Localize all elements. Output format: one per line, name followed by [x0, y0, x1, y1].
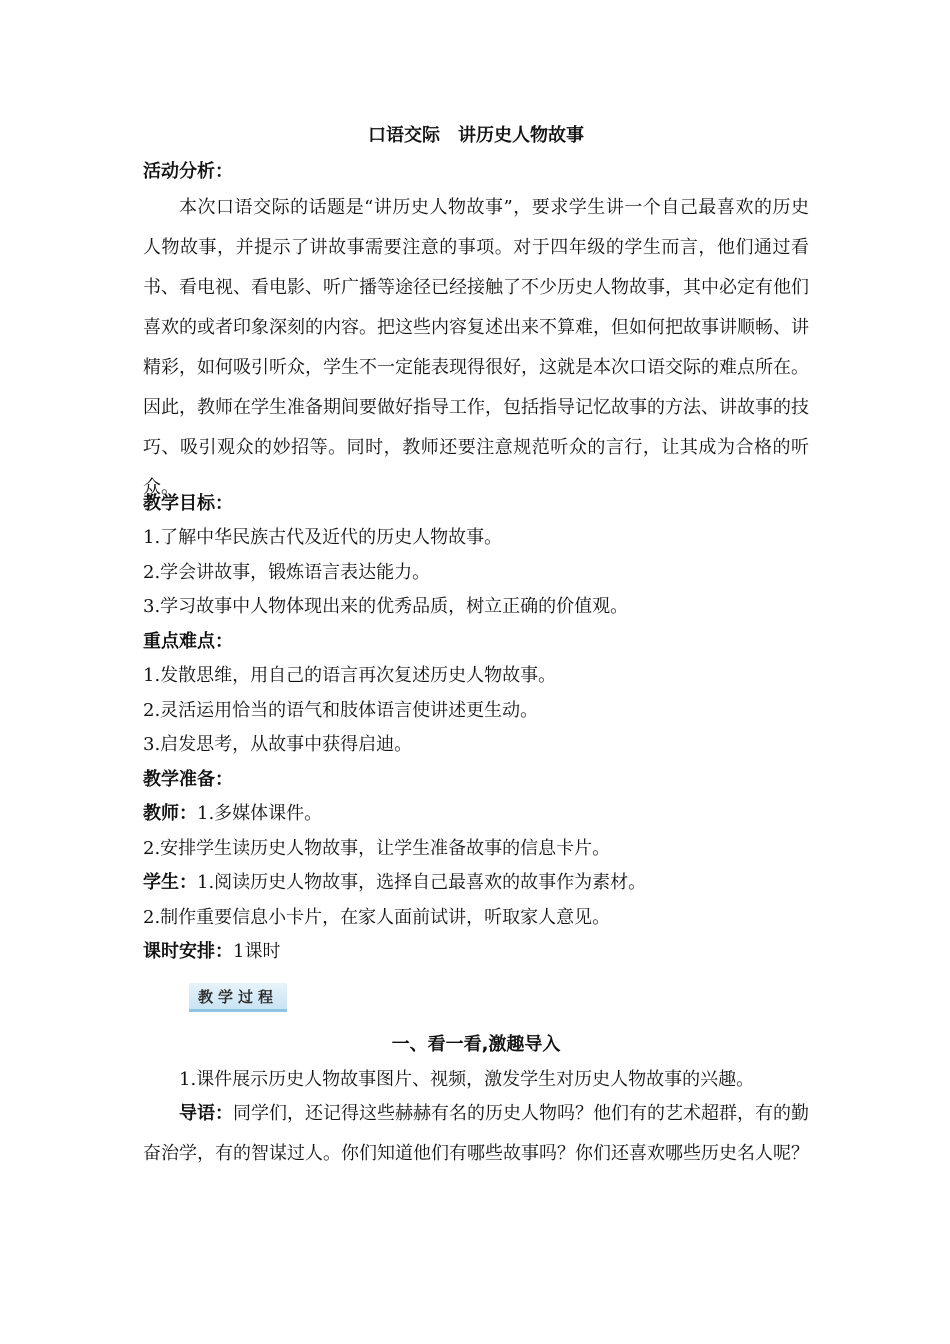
- section1-heading: 一、看一看,激趣导入: [391, 1034, 561, 1055]
- key-point-item: 3.启发思考，从故事中获得启迪。: [143, 734, 413, 755]
- section1-item: 1.课件展示历史人物故事图片、视频，激发学生对历史人物故事的兴趣。: [179, 1069, 755, 1090]
- guide-paragraph: [143, 1094, 809, 1174]
- process-badge: 教学过程: [189, 983, 287, 1012]
- key-points-heading: 重点难点：: [143, 631, 233, 652]
- student-item: 2.制作重要信息小卡片，在家人面前试讲，听取家人意见。: [143, 907, 611, 928]
- student-prep-line: [143, 871, 646, 895]
- teacher-item: 1.多媒体课件。: [197, 803, 323, 824]
- document-title: 口语交际 讲历史人物故事: [368, 125, 584, 146]
- student-label: 学生：: [143, 872, 197, 893]
- schedule-value: 1课时: [233, 941, 281, 962]
- preparation-heading: 教学准备：: [143, 769, 233, 790]
- goal-item: 1.了解中华民族古代及近代的历史人物故事。: [143, 527, 503, 548]
- teacher-item: 2.安排学生读历史人物故事，让学生准备故事的信息卡片。: [143, 838, 611, 859]
- guide-label: 导语：: [179, 1103, 233, 1124]
- analysis-heading: 活动分析：: [143, 161, 233, 182]
- schedule-label: 课时安排：: [143, 941, 233, 962]
- schedule-line: [143, 940, 280, 964]
- teacher-prep-line: [143, 802, 322, 826]
- key-point-item: 1.发散思维，用自己的语言再次复述历史人物故事。: [143, 665, 557, 686]
- student-item: 1.阅读历史人物故事，选择自己最喜欢的故事作为素材。: [197, 872, 647, 893]
- teacher-label: 教师：: [143, 803, 197, 824]
- goals-heading: 教学目标：: [143, 493, 233, 514]
- analysis-paragraph: 本次口语交际的话题是“讲历史人物故事”，要求学生讲一个自己最喜欢的历史人物故事，并提示了讲故事需要注意的事项。对于四年级的学生而言，他们通过看书、看电视、看电影、听广播等途径已经接触了不少历史人物故事，其中必定有他们喜欢的或者印象深刻的内容。把这些内容复述出来不算难，但如何把故事讲顺畅、讲精彩，如何吸引听众，学生不一定能表现得很好，这就是本次口语交际的难点所在。因此，教师在学生准备期间要做好指导工作，包括指导记忆故事的方法、讲故事的技巧、吸引观众的妙招等。同时，教师还要注意规范听众的言行，让其成为合格的听众。: [143, 197, 809, 498]
- guide-text: 同学们，还记得这些赫赫有名的历史人物吗？他们有的艺术超群，有的勤奋治学，有的智谋过人。你们知道他们有哪些故事吗？你们还喜欢哪些历史名人呢？: [143, 1103, 809, 1164]
- key-point-item: 2.灵活运用恰当的语气和肢体语言使讲述更生动。: [143, 700, 539, 721]
- goal-item: 2.学会讲故事，锻炼语言表达能力。: [143, 562, 431, 583]
- goal-item: 3.学习故事中人物体现出来的优秀品质，树立正确的价值观。: [143, 596, 629, 617]
